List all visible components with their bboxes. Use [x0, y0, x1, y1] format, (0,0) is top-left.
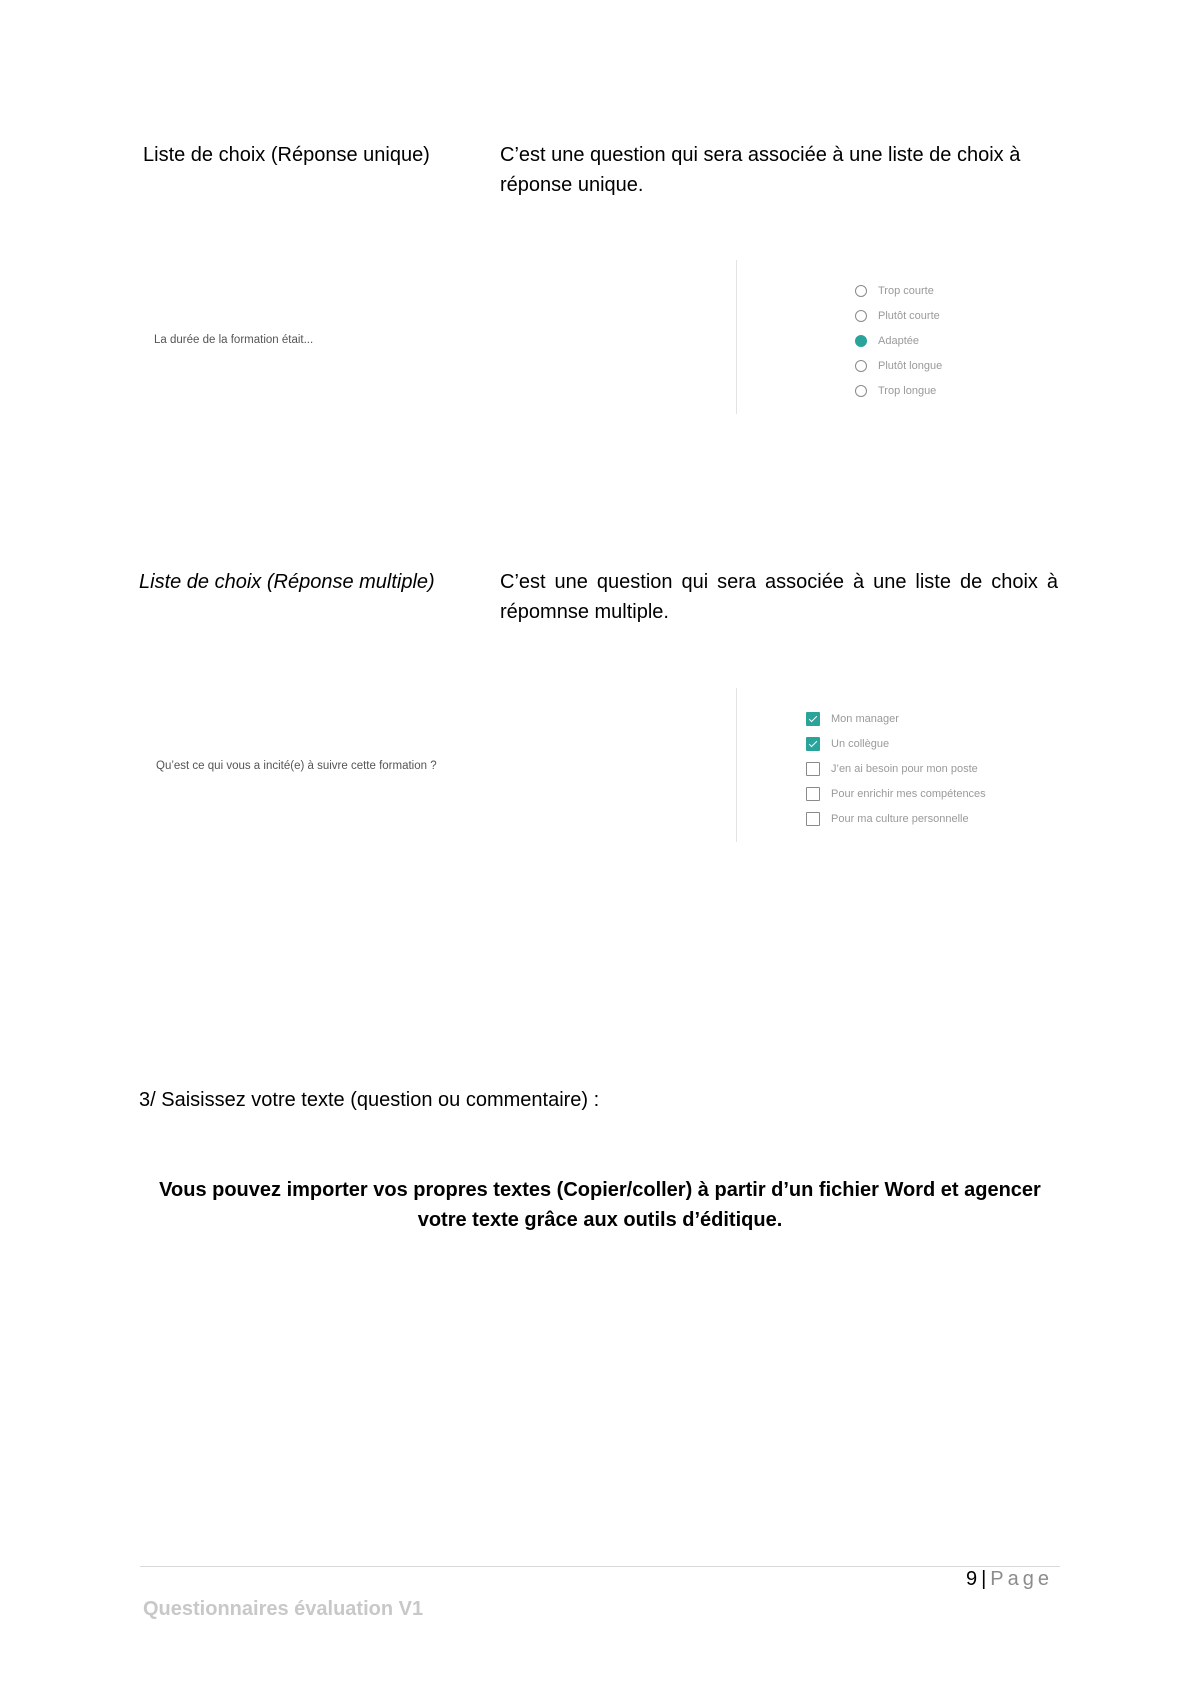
radio-option[interactable]: Plutôt longue: [855, 353, 942, 378]
radio-selected-icon[interactable]: [855, 335, 867, 347]
checkbox-checked-icon[interactable]: [806, 737, 820, 751]
preview-question-single: La durée de la formation était...: [154, 334, 314, 346]
radio-empty-icon[interactable]: [855, 360, 867, 372]
checkbox-option-checked[interactable]: Un collègue: [806, 731, 986, 756]
radio-option[interactable]: Trop courte: [855, 278, 942, 303]
radio-empty-icon[interactable]: [855, 285, 867, 297]
page-word: Page: [990, 1568, 1053, 1590]
footer-doc-title: Questionnaires évaluation V1: [143, 1598, 424, 1620]
preview-divider-single: [736, 260, 737, 414]
radio-option-list: [855, 278, 942, 403]
footer-rule: [140, 1566, 1060, 1567]
step3-instruction: 3/ Saisissez votre texte (question ou commentaire) :: [139, 1089, 600, 1111]
desc-multiple-choice: C’est une question qui sera associée à une liste de choix à répomnse multiple.: [500, 571, 1058, 623]
term-single-choice: Liste de choix (Réponse unique): [143, 144, 430, 166]
checkbox-empty-icon[interactable]: [806, 762, 820, 776]
term-multiple-choice: Liste de choix (Réponse multiple): [139, 571, 435, 593]
checkbox-checked-icon[interactable]: [806, 712, 820, 726]
preview-question-multiple: Qu’est ce qui vous a incité(e) à suivre cette formation ?: [156, 760, 437, 772]
checkbox-option-list: [806, 706, 986, 831]
page-separator: |: [981, 1568, 987, 1590]
checkbox-empty-icon[interactable]: [806, 812, 820, 826]
bold-note: Vous pouvez importer vos propres textes (Copier/coller) à partir d’un fichier Word et agencer votre texte grâce aux outils d’éditique.: [159, 1179, 1041, 1231]
checkbox-option[interactable]: Pour ma culture personnelle: [806, 806, 986, 831]
radio-option[interactable]: Trop longue: [855, 378, 942, 403]
page-number-value: 9: [965, 1568, 978, 1590]
preview-divider-multiple: [736, 688, 737, 842]
checkbox-option-checked[interactable]: Mon manager: [806, 706, 986, 731]
checkbox-option[interactable]: J’en ai besoin pour mon poste: [806, 756, 986, 781]
radio-empty-icon[interactable]: [855, 385, 867, 397]
checkbox-option[interactable]: Pour enrichir mes compétences: [806, 781, 986, 806]
radio-option[interactable]: Plutôt courte: [855, 303, 942, 328]
radio-empty-icon[interactable]: [855, 310, 867, 322]
radio-option-selected[interactable]: Adaptée: [855, 328, 942, 353]
page-number: [966, 1568, 1053, 1591]
checkbox-empty-icon[interactable]: [806, 787, 820, 801]
desc-single-choice: C’est une question qui sera associée à une liste de choix à réponse unique.: [500, 144, 1021, 196]
